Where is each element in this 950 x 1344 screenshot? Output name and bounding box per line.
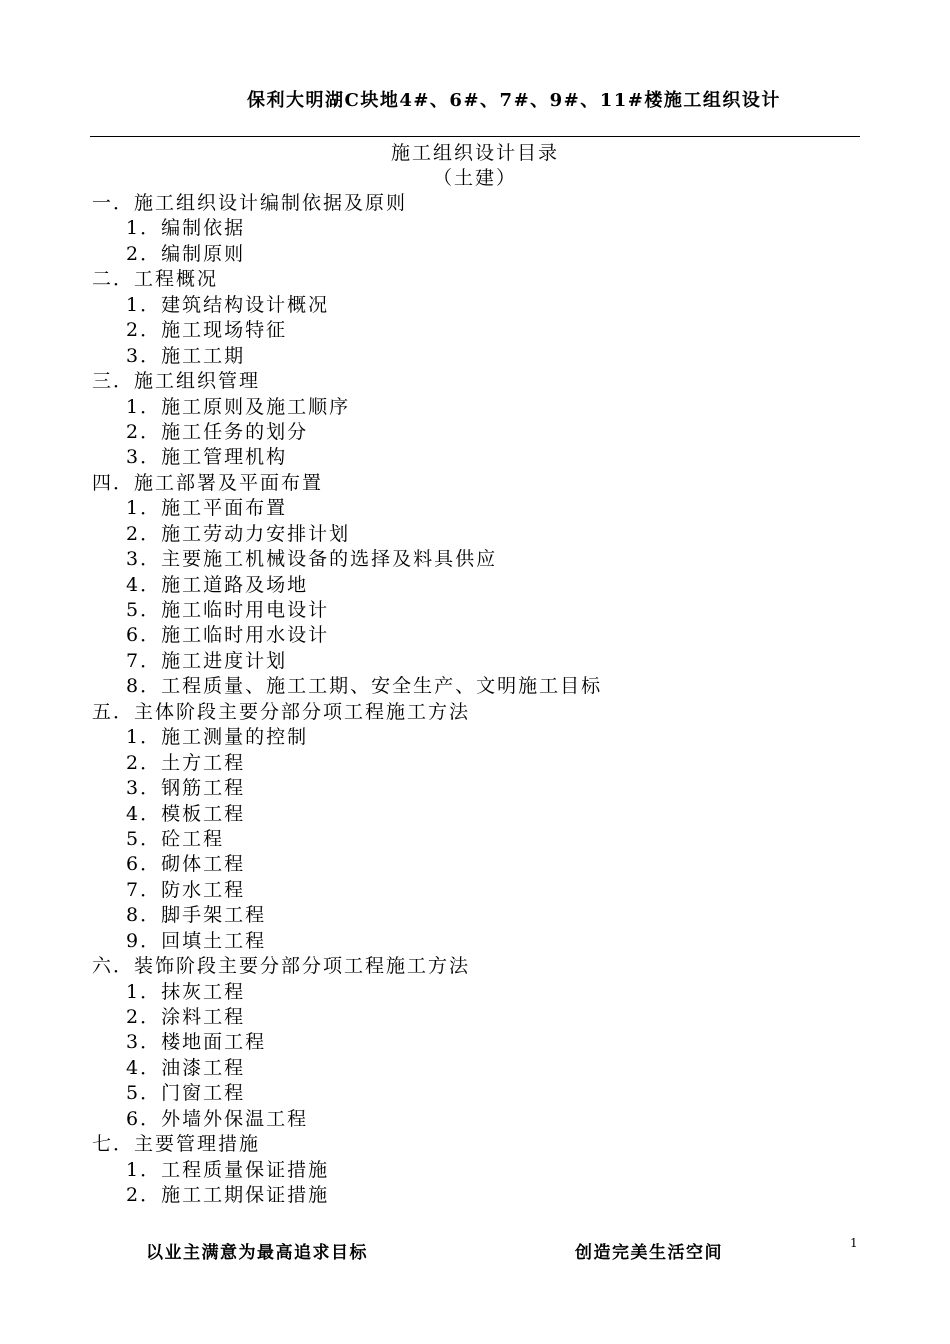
toc-subsection-item: 8．脚手架工程 — [126, 904, 267, 927]
toc-subsection-item: 7．施工进度计划 — [126, 649, 288, 672]
table-of-contents — [92, 191, 852, 1209]
footer-slogan-left: 以业主满意为最高追求目标 — [146, 1243, 368, 1263]
toc-subsection-item: 2．土方工程 — [126, 751, 246, 774]
toc-subtitle: （土建） — [432, 167, 517, 189]
toc-subsection-item: 5．施工临时用电设计 — [126, 599, 330, 621]
toc-subsection-item: 6．外墙外保温工程 — [126, 1107, 309, 1130]
toc-subsection-item: 4．模板工程 — [126, 802, 246, 825]
toc-subsection-item: 2．涂料工程 — [126, 1006, 246, 1028]
toc-subsection-item: 3．钢筋工程 — [126, 777, 246, 800]
toc-subsection-item: 6．施工临时用水设计 — [126, 624, 330, 647]
toc-subsection-item: 1．施工测量的控制 — [126, 726, 309, 749]
toc-subsection-item: 2．施工现场特征 — [126, 319, 288, 342]
toc-section-heading: 七．主要管理措施 — [92, 1133, 261, 1156]
toc-subsection-item: 1．施工原则及施工顺序 — [126, 395, 351, 418]
toc-subsection-item: 2．施工劳动力安排计划 — [126, 522, 351, 545]
toc-subsection-item: 2．施工任务的划分 — [126, 420, 309, 443]
toc-subsection-item: 1．编制依据 — [126, 217, 246, 240]
toc-subsection-item: 4．施工道路及场地 — [126, 573, 309, 596]
toc-subsection-item: 6．砌体工程 — [126, 853, 246, 876]
toc-title: 施工组织设计目录 — [390, 142, 559, 164]
toc-subsection-item: 4．油漆工程 — [126, 1056, 246, 1079]
toc-subsection-item: 9．回填土工程 — [126, 929, 267, 952]
toc-subsection-item: 3．主要施工机械设备的选择及料具供应 — [126, 548, 498, 571]
toc-section-heading: 五．主体阶段主要分部分项工程施工方法 — [92, 700, 471, 723]
toc-section-heading: 六．装饰阶段主要分部分项工程施工方法 — [92, 955, 471, 978]
footer-slogan-right: 创造完美生活空间 — [575, 1243, 723, 1263]
toc-subsection-item: 1．建筑结构设计概况 — [126, 293, 330, 316]
toc-subsection-item: 1．工程质量保证措施 — [126, 1158, 330, 1181]
header-divider — [90, 136, 860, 137]
toc-section-heading: 三．施工组织管理 — [92, 370, 261, 393]
toc-subsection-item: 3．楼地面工程 — [126, 1031, 267, 1054]
toc-subsection-item: 1．抹灰工程 — [126, 980, 246, 1003]
toc-subsection-item: 2．施工工期保证措施 — [126, 1184, 330, 1207]
toc-section-heading: 一．施工组织设计编制依据及原则 — [92, 192, 408, 214]
toc-subsection-item: 2．编制原则 — [126, 242, 246, 265]
page-number: 1 — [850, 1236, 858, 1250]
toc-subsection-item: 3．施工工期 — [126, 344, 246, 367]
toc-section-heading: 四．施工部署及平面布置 — [92, 471, 324, 494]
toc-subsection-item: 5．门窗工程 — [126, 1082, 246, 1105]
toc-subsection-item: 7．防水工程 — [126, 878, 246, 901]
toc-subsection-item: 1．施工平面布置 — [126, 497, 288, 520]
document-header-title: 保利大明湖C块地4#、6#、7#、9#、11#楼施工组织设计 — [247, 90, 781, 111]
toc-section-heading: 二．工程概况 — [92, 268, 219, 291]
toc-subsection-item: 3．施工管理机构 — [126, 446, 288, 469]
toc-subsection-item: 8．工程质量、施工工期、安全生产、文明施工目标 — [126, 675, 603, 698]
toc-subsection-item: 5．砼工程 — [126, 827, 225, 850]
